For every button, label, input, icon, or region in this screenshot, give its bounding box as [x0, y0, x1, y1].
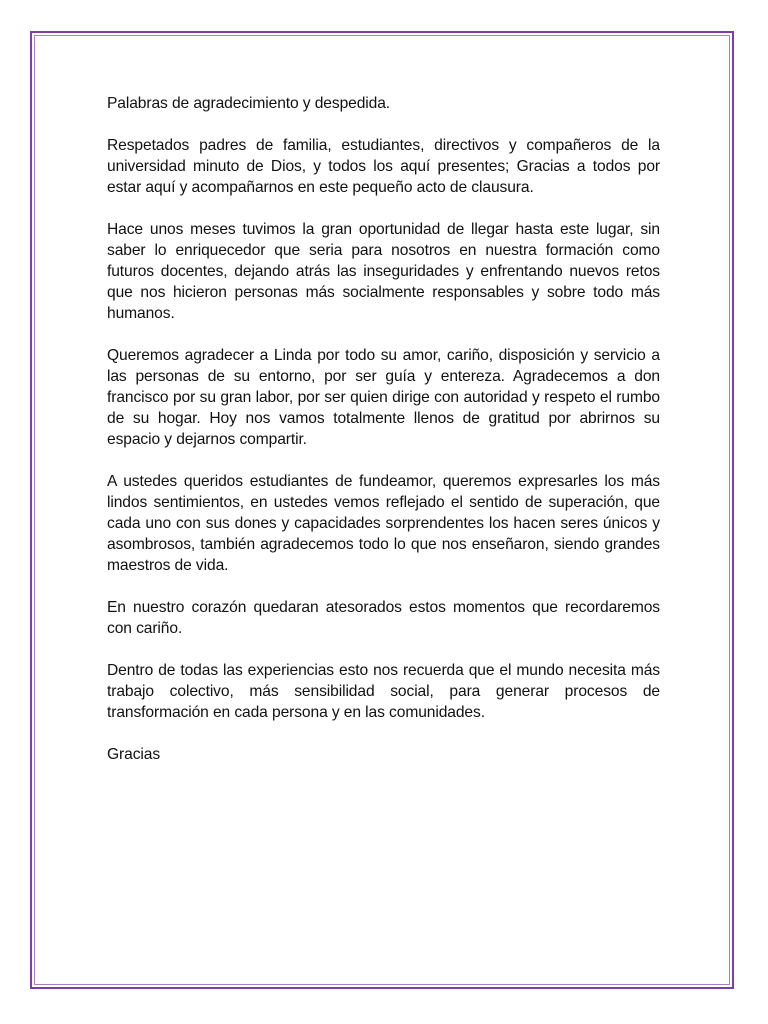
paragraph-greeting: Respetados padres de familia, estudiantes, directivos y compañeros de la universidad minuto de Dios, y todos los aquí presentes; Gracias a todos por estar aquí y acompañarnos en este pequeño acto de clausura.	[107, 137, 660, 196]
document-title: Palabras de agradecimiento y despedida.	[107, 95, 391, 112]
closing-text: Gracias	[107, 746, 161, 763]
paragraph-thanks-hosts: Queremos agradecer a Linda por todo su amor, cariño, disposición y servicio a las personas de su entorno, por ser guía y entereza. Agradecemos a don francisco por su gran labor, por ser quien dirige con autoridad y respeto el rumbo de su hogar. Hoy nos vamos totalmente llenos de gratitud por abrirnos su espacio y dejarnos compartir.	[107, 347, 660, 448]
paragraph-experiences: Dentro de todas las experiencias esto nos recuerda que el mundo necesita más trabajo colectivo, más sensibilidad social, para generar procesos de transformación en cada persona y en las comunidades.	[107, 662, 660, 721]
paragraph-students: A ustedes queridos estudiantes de fundeamor, queremos expresarles los más lindos sentimientos, en ustedes vemos reflejado el sentido de superación, que cada uno con sus dones y capacidades sorprendentes los hacen seres únicos y asombrosos, también agradecemos todo lo que nos enseñaron, siendo grandes maestros de vida.	[107, 473, 660, 574]
paragraph-opportunity: Hace unos meses tuvimos la gran oportunidad de llegar hasta este lugar, sin saber lo enriquecedor que seria para nosotros en nuestra formación como futuros docentes, dejando atrás las inseguridades y enfrentando nuevos retos que nos hicieron personas más socialmente responsables y sobre todo más humanos.	[107, 221, 660, 322]
letter-body	[107, 93, 660, 786]
paragraph-memories: En nuestro corazón quedaran atesorados estos momentos que recordaremos con cariño.	[107, 599, 660, 637]
